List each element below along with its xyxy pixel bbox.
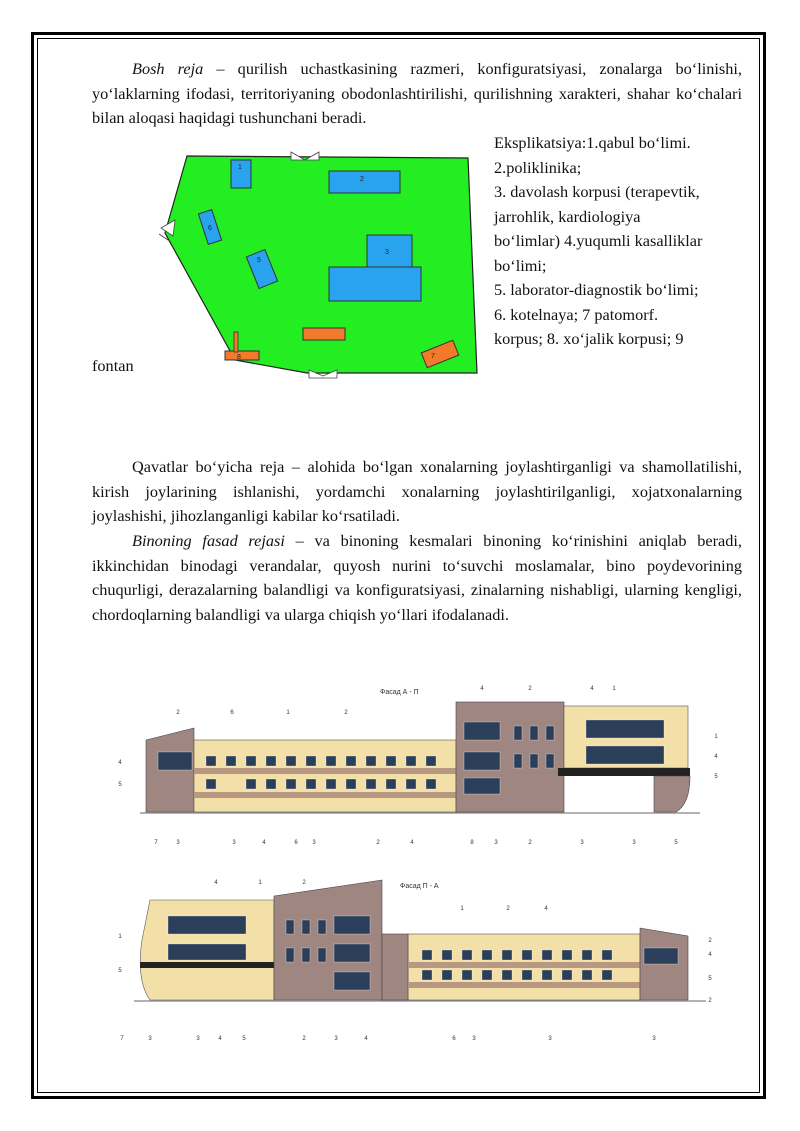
svg-text:2: 2 (344, 710, 348, 716)
building-orange-middle (303, 328, 345, 340)
svg-text:6: 6 (230, 710, 234, 716)
svg-text:2: 2 (302, 880, 306, 886)
explication-line: 2.poliklinika; (494, 157, 582, 177)
explication-line: korpus; 8. xo‘jalik korpusi; 9 (494, 329, 684, 348)
facade-drawing-1 (110, 680, 730, 852)
intro-text: – qurilish uchastkasining razmeri, konfiguratsiyasi, zonalarga bo‘linishi, yo‘laklarning ifodasi, territoriyaning obodonlashtirilishi, qurilishning xarakteri, shahar ko‘chalari bilan aloqasi haqidagi tushunchani beradi. (92, 59, 742, 127)
svg-text:4: 4 (118, 760, 122, 766)
svg-text:1: 1 (258, 880, 262, 886)
facade-title: Фасад А - П (380, 689, 419, 696)
svg-text:3: 3 (580, 840, 584, 846)
explication-line: 5. laborator-diagnostik bo‘limi; (494, 280, 699, 299)
floor-plan-paragraph (92, 455, 742, 529)
svg-text:4: 4 (544, 906, 548, 912)
svg-text:4: 4 (218, 1036, 222, 1042)
svg-text:2: 2 (708, 998, 712, 1004)
svg-text:7: 7 (120, 1036, 124, 1042)
svg-text:1: 1 (460, 906, 464, 912)
site-plan-drawing (155, 148, 485, 380)
svg-text:8: 8 (470, 840, 474, 846)
svg-text:2: 2 (302, 1036, 306, 1042)
svg-text:5: 5 (118, 968, 122, 974)
svg-text:6: 6 (294, 840, 298, 846)
building-3-top (367, 235, 412, 267)
explication-line: bo‘limi; (494, 255, 547, 275)
explication-line: bo‘limlar) 4.yuqumli kasalliklar (494, 231, 703, 250)
svg-text:5: 5 (118, 782, 122, 788)
explication-line: jarrohlik, kardiologiya (494, 206, 641, 226)
facade-long-block (194, 740, 456, 812)
svg-text:3: 3 (334, 1036, 338, 1042)
svg-text:1: 1 (714, 734, 718, 740)
svg-text:4: 4 (364, 1036, 368, 1042)
facade-canopy (140, 962, 280, 968)
explication-line: 6. kotelnaya; 7 patomorf. (494, 304, 659, 324)
building-2 (329, 171, 400, 193)
svg-text:4: 4 (410, 840, 414, 846)
svg-text:3: 3 (652, 1036, 656, 1042)
facade-connector (382, 934, 408, 1000)
svg-text:3: 3 (494, 840, 498, 846)
svg-text:5: 5 (674, 840, 678, 846)
svg-text:5: 5 (708, 976, 712, 982)
svg-text:4: 4 (480, 686, 484, 692)
svg-text:5: 5 (714, 774, 718, 780)
site-label: 7 (431, 353, 435, 360)
svg-text:3: 3 (632, 840, 636, 846)
svg-text:2: 2 (506, 906, 510, 912)
svg-text:4: 4 (714, 754, 718, 760)
svg-text:2: 2 (528, 686, 532, 692)
svg-text:3: 3 (312, 840, 316, 846)
svg-text:3: 3 (472, 1036, 476, 1042)
facade-drawing-2 (110, 872, 730, 1044)
svg-text:1: 1 (612, 686, 616, 692)
site-label: 6 (208, 225, 212, 232)
svg-text:3: 3 (196, 1036, 200, 1042)
explication-line: Eksplikatsiya:1.qabul bo‘limi. (494, 133, 691, 152)
svg-text:3: 3 (148, 1036, 152, 1042)
facade-band (194, 768, 456, 774)
site-label: 3 (385, 249, 389, 256)
svg-text:3: 3 (232, 840, 236, 846)
floor-plan-text: Qavatlar bo‘yicha reja – alohida bo‘lgan xonalarning joylashtirganligi va shamollatilishi, kirish joylarining ishlanishi, yordamchi xonalarning joylashtirilganligi, xojatxonalarning joylashishi, jihozlanganligi kabilar ko‘rsatiladi. (92, 457, 742, 525)
svg-text:5: 5 (242, 1036, 246, 1042)
svg-text:3: 3 (548, 1036, 552, 1042)
facade-title: Фасад П - А (400, 883, 439, 890)
svg-text:4: 4 (214, 880, 218, 886)
svg-text:7: 7 (154, 840, 158, 846)
site-label: 8 (237, 354, 241, 361)
facade-text: – va binoning kesmalari binoning ko‘rinishini aniqlab beradi, ikkinchidan binodagi verandalar, quyosh nurini to‘suvchi moslamalar, bino poydevorining chuqurligi, derazalarning balandligi va konfiguratsiyasi, zinalarning nishabligi, ularning kengligi, chordoqlarning balandligi va ularga chiqish yo‘llari ifodalanadi. (92, 531, 742, 624)
facade-term: Binoning fasad rejasi (132, 531, 285, 550)
site-label: 5 (257, 257, 261, 264)
building-3-bottom (329, 267, 421, 301)
facade-band (408, 962, 640, 968)
explication-list (494, 131, 744, 352)
intro-term: Bosh reja (132, 59, 204, 78)
svg-text:4: 4 (708, 952, 712, 958)
intro-paragraph (92, 57, 742, 131)
facade-band (194, 792, 456, 798)
building-orange-left (225, 351, 259, 360)
svg-text:3: 3 (176, 840, 180, 846)
facade-band (408, 982, 640, 988)
svg-text:2: 2 (176, 710, 180, 716)
explication-line: 3. davolash korpusi (terapevtik, (494, 182, 700, 201)
svg-text:6: 6 (452, 1036, 456, 1042)
svg-text:2: 2 (708, 938, 712, 944)
svg-text:4: 4 (590, 686, 594, 692)
explication-tail: fontan (92, 356, 134, 375)
building-chimney (234, 332, 238, 352)
svg-text:4: 4 (262, 840, 266, 846)
facade-paragraph (92, 529, 742, 627)
site-label: 2 (360, 176, 364, 183)
svg-text:2: 2 (528, 840, 532, 846)
svg-text:1: 1 (118, 934, 122, 940)
facade-curved-wall (654, 776, 690, 812)
site-label: 1 (238, 164, 242, 171)
facade-canopy (558, 768, 690, 776)
svg-text:1: 1 (286, 710, 290, 716)
svg-text:2: 2 (376, 840, 380, 846)
